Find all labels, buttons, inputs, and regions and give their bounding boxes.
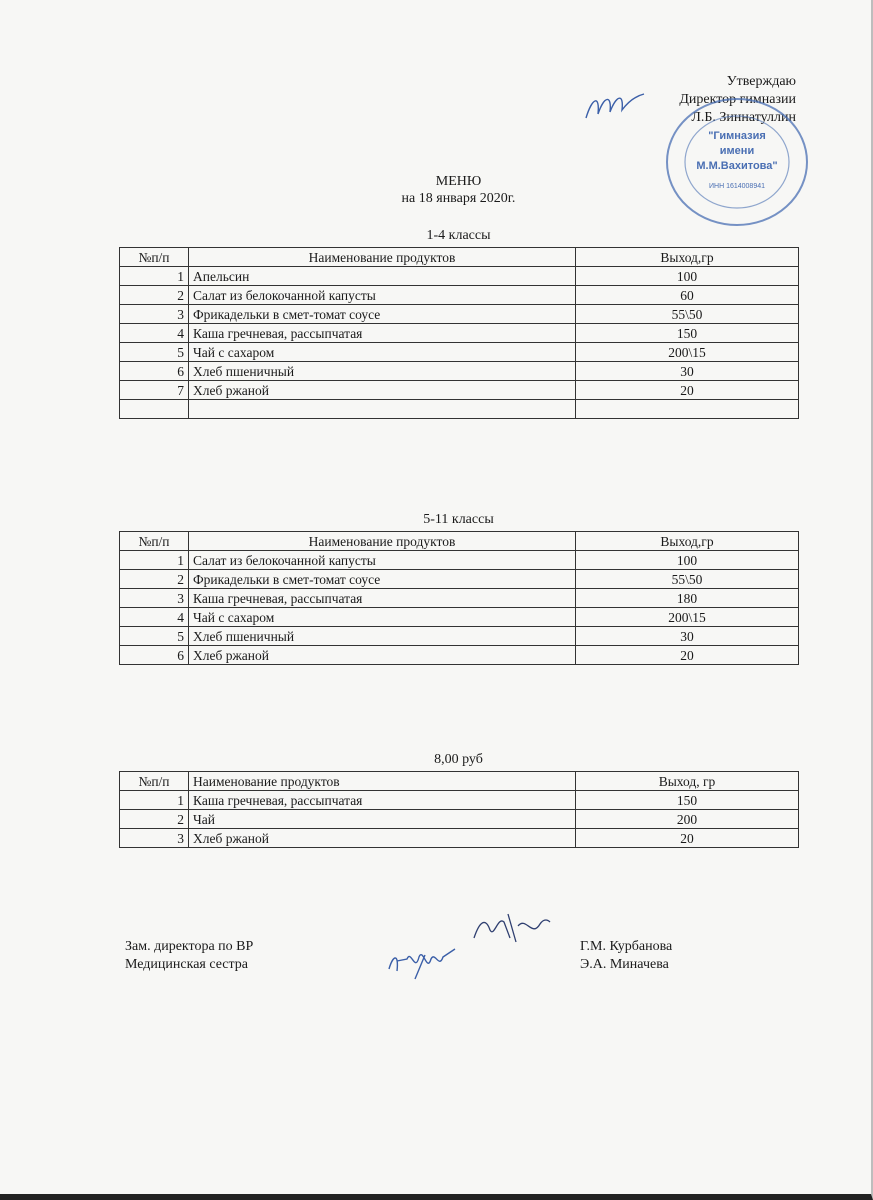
product-output: 20: [576, 646, 799, 665]
row-number: 3: [120, 589, 189, 608]
deputy-signature: [470, 908, 552, 948]
document-subtitle: на 18 января 2020г.: [401, 191, 516, 206]
table-row: [120, 570, 799, 589]
table-row: [120, 589, 799, 608]
header-number: №п/п: [120, 248, 189, 267]
product-output: 30: [576, 627, 799, 646]
row-number: 2: [120, 286, 189, 305]
product-output: 60: [576, 286, 799, 305]
product-output: 20: [576, 381, 799, 400]
product-output: 55\50: [576, 570, 799, 589]
header-name: Наименование продуктов: [189, 772, 576, 791]
product-name: Хлеб ржаной: [189, 381, 576, 400]
product-output: 55\50: [576, 305, 799, 324]
stamp-text-2: имени: [719, 145, 755, 157]
role-nurse: Медицинская сестра: [125, 957, 249, 972]
product-output: 150: [576, 324, 799, 343]
header-name: Наименование продуктов: [189, 248, 576, 267]
product-name: Чай с сахаром: [189, 608, 576, 627]
product-output: 100: [576, 551, 799, 570]
name-deputy-director: Г.М. Курбанова: [580, 939, 673, 954]
product-name: Каша гречневая, рассыпчатая: [189, 324, 576, 343]
product-name: Фрикадельки в смет-томат соусе: [189, 305, 576, 324]
row-number: 5: [120, 627, 189, 646]
product-name: Хлеб ржаной: [189, 646, 576, 665]
product-name: Фрикадельки в смет-томат соусе: [189, 570, 576, 589]
table-row: [120, 810, 799, 829]
row-number: 1: [120, 791, 189, 810]
product-name: Салат из белокочанной капусты: [189, 551, 576, 570]
product-name: Чай: [189, 810, 576, 829]
table-row: [120, 343, 799, 362]
table-row: [120, 829, 799, 848]
header-number: №п/п: [120, 532, 189, 551]
table-row: [120, 381, 799, 400]
stamp-text-3: М.М.Вахитова": [696, 160, 778, 172]
document-title-block: [0, 173, 873, 207]
product-output: 180: [576, 589, 799, 608]
document-title: МЕНЮ: [435, 174, 482, 189]
school-stamp: [664, 96, 810, 228]
row-number: 6: [120, 646, 189, 665]
table-row: [120, 551, 799, 570]
header-name: Наименование продуктов: [189, 532, 576, 551]
header-output: Выход,гр: [576, 248, 799, 267]
row-number: 1: [120, 551, 189, 570]
product-output: 200\15: [576, 343, 799, 362]
table-2-caption: 5-11 классы: [423, 512, 494, 527]
menu-table-8-rub: [119, 771, 799, 848]
table-row: [120, 305, 799, 324]
row-number: 1: [120, 267, 189, 286]
nurse-signature: [385, 935, 465, 983]
row-number: 7: [120, 381, 189, 400]
product-name: Чай с сахаром: [189, 343, 576, 362]
table-row: [120, 286, 799, 305]
director-signature: [582, 88, 646, 128]
header-number: №п/п: [120, 772, 189, 791]
product-name: Каша гречневая, рассыпчатая: [189, 791, 576, 810]
row-number: 2: [120, 810, 189, 829]
table-row: [120, 267, 799, 286]
product-name: Хлеб ржаной: [189, 829, 576, 848]
name-nurse: Э.А. Миначева: [580, 957, 669, 972]
table-row: [120, 627, 799, 646]
row-number: 3: [120, 305, 189, 324]
product-name: Хлеб пшеничный: [189, 627, 576, 646]
product-output: 100: [576, 267, 799, 286]
table-1-caption: 1-4 классы: [426, 228, 491, 243]
product-output: 20: [576, 829, 799, 848]
table-row: [120, 791, 799, 810]
product-name: Хлеб пшеничный: [189, 362, 576, 381]
header-output: Выход,гр: [576, 532, 799, 551]
product-name: Салат из белокочанной капусты: [189, 286, 576, 305]
row-number: 4: [120, 608, 189, 627]
table-row: [120, 400, 799, 419]
table-row: [120, 362, 799, 381]
approval-line-1: Утверждаю: [726, 74, 796, 89]
row-number: [120, 400, 189, 419]
product-name: [189, 400, 576, 419]
row-number: 6: [120, 362, 189, 381]
table-row: [120, 608, 799, 627]
product-output: [576, 400, 799, 419]
stamp-text-4: ИНН 1614008941: [708, 183, 766, 190]
menu-table-grades-1-4: [119, 247, 799, 419]
table-row: [120, 646, 799, 665]
row-number: 4: [120, 324, 189, 343]
table-3-caption: 8,00 руб: [434, 752, 483, 767]
menu-table-grades-5-11: [119, 531, 799, 665]
table-header-row: [120, 248, 799, 267]
product-name: Апельсин: [189, 267, 576, 286]
approval-line-2: Директор гимназии: [679, 92, 796, 107]
header-output: Выход, гр: [576, 772, 799, 791]
table-header-row: [120, 772, 799, 791]
role-deputy-director: Зам. директора по ВР: [125, 939, 254, 954]
product-output: 200: [576, 810, 799, 829]
product-output: 30: [576, 362, 799, 381]
stamp-text-1: "Гимназия: [708, 130, 766, 142]
row-number: 2: [120, 570, 189, 589]
footer-names: [580, 938, 672, 974]
product-output: 150: [576, 791, 799, 810]
product-output: 200\15: [576, 608, 799, 627]
row-number: 3: [120, 829, 189, 848]
table-row: [120, 324, 799, 343]
product-name: Каша гречневая, рассыпчатая: [189, 589, 576, 608]
footer-roles: [125, 938, 253, 974]
approval-line-3: Л.Б. Зиннатуллин: [691, 110, 796, 125]
table-header-row: [120, 532, 799, 551]
row-number: 5: [120, 343, 189, 362]
